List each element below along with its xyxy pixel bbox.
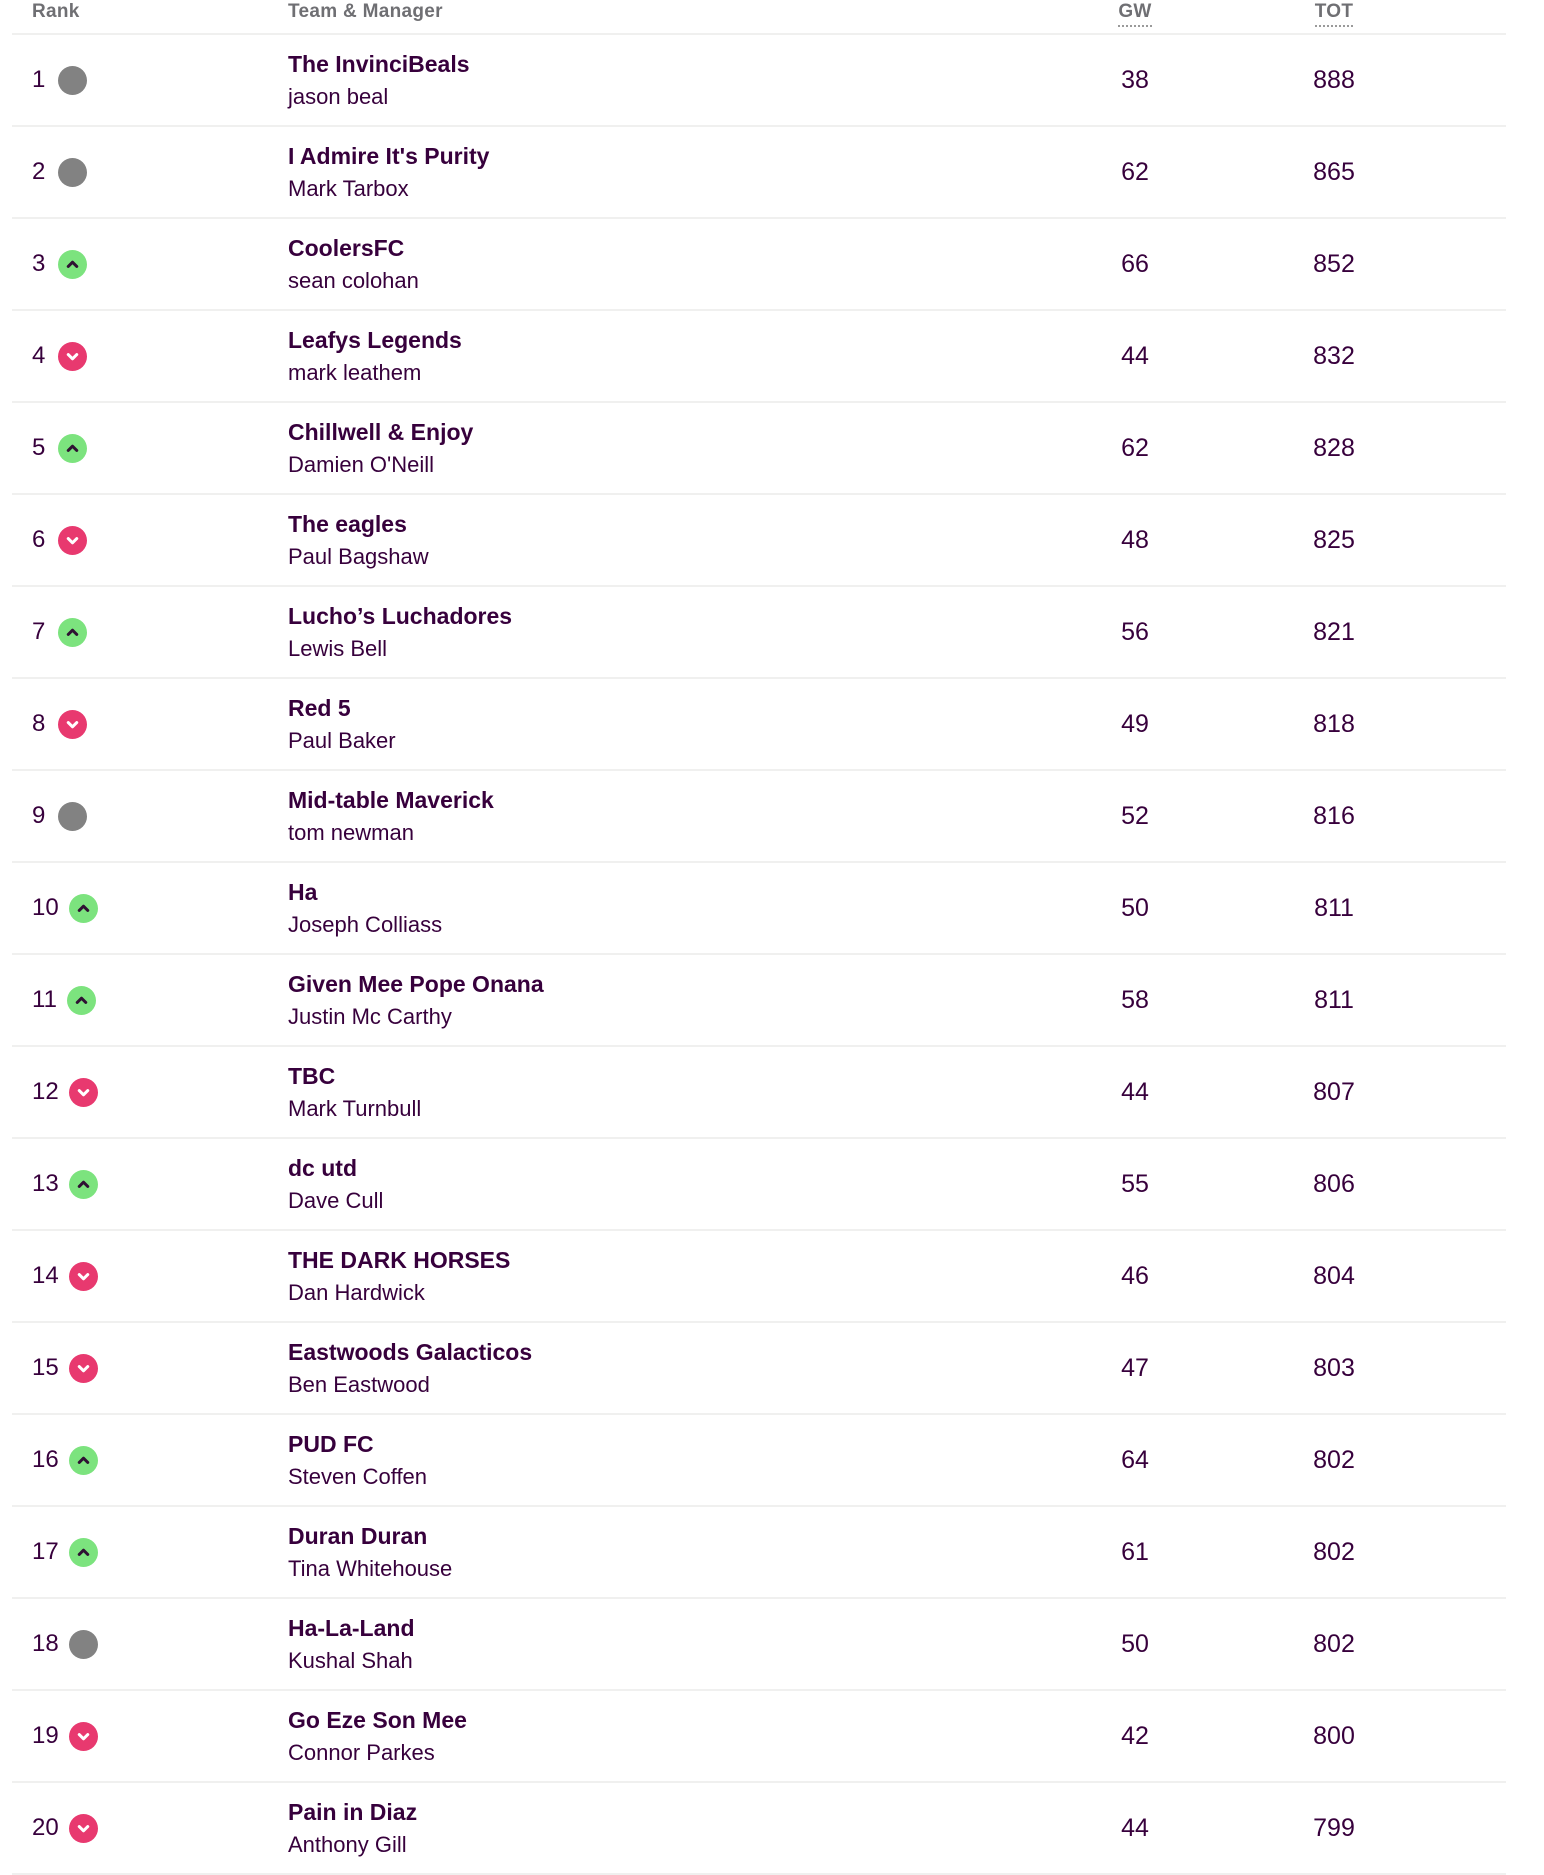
chevron-down-icon bbox=[75, 1268, 92, 1285]
total-points-cell: 804 bbox=[1313, 1261, 1355, 1290]
total-points-cell: 828 bbox=[1313, 433, 1355, 462]
team-manager-cell bbox=[288, 1430, 1040, 1490]
rank-up-icon bbox=[58, 250, 87, 279]
rank-same-icon bbox=[58, 802, 87, 831]
table-row[interactable] bbox=[12, 495, 1506, 587]
team-manager-cell bbox=[288, 1614, 1040, 1674]
team-name[interactable]: Red 5 bbox=[288, 694, 351, 721]
total-points-cell: 832 bbox=[1313, 341, 1355, 370]
rank-number: 15 bbox=[32, 1354, 59, 1381]
team-manager-cell bbox=[288, 970, 1040, 1030]
rank-up-icon bbox=[58, 434, 87, 463]
chevron-up-icon bbox=[75, 1452, 92, 1469]
total-points-cell: 803 bbox=[1313, 1353, 1355, 1382]
chevron-up-icon bbox=[64, 256, 81, 273]
table-row[interactable] bbox=[12, 955, 1506, 1047]
gameweek-points-cell: 38 bbox=[1121, 65, 1149, 94]
rank-number: 12 bbox=[32, 1078, 59, 1105]
total-column-header bbox=[1315, 0, 1354, 23]
rank-down-icon bbox=[69, 1722, 98, 1751]
total-points-cell: 802 bbox=[1313, 1537, 1355, 1566]
team-manager-cell bbox=[288, 418, 1040, 478]
manager-name: Joseph Colliass bbox=[288, 911, 443, 937]
gameweek-points-cell: 50 bbox=[1121, 893, 1149, 922]
league-standings-table bbox=[12, 0, 1506, 1875]
chevron-down-icon bbox=[75, 1820, 92, 1837]
manager-name: Anthony Gill bbox=[288, 1831, 407, 1857]
rank-down-icon bbox=[58, 342, 87, 371]
team-manager-cell bbox=[288, 50, 1040, 110]
manager-name: sean colohan bbox=[288, 267, 419, 293]
table-row[interactable] bbox=[12, 219, 1506, 311]
team-manager-cell bbox=[288, 1706, 1040, 1766]
rank-down-icon bbox=[69, 1354, 98, 1383]
manager-name: Justin Mc Carthy bbox=[288, 1003, 452, 1029]
rank-cell bbox=[12, 1262, 288, 1291]
gameweek-points-cell: 58 bbox=[1121, 985, 1149, 1014]
rank-up-icon bbox=[69, 1538, 98, 1567]
chevron-down-icon bbox=[75, 1360, 92, 1377]
rank-number: 2 bbox=[32, 158, 46, 185]
team-name[interactable]: Leafys Legends bbox=[288, 326, 462, 353]
rank-up-icon bbox=[69, 894, 98, 923]
total-points-cell: 825 bbox=[1313, 525, 1355, 554]
table-row[interactable] bbox=[12, 679, 1506, 771]
rank-number: 3 bbox=[32, 250, 46, 277]
gameweek-points-cell: 44 bbox=[1121, 341, 1149, 370]
table-row[interactable] bbox=[12, 1691, 1506, 1783]
rank-cell bbox=[12, 1814, 288, 1843]
rank-down-icon bbox=[69, 1262, 98, 1291]
chevron-up-icon bbox=[64, 440, 81, 457]
rank-down-icon bbox=[58, 710, 87, 739]
team-name[interactable]: Eastwoods Galacticos bbox=[288, 1338, 533, 1365]
chevron-down-icon bbox=[75, 1728, 92, 1745]
total-points-cell: 821 bbox=[1313, 617, 1355, 646]
gameweek-points-cell: 62 bbox=[1121, 433, 1149, 462]
rank-cell bbox=[12, 250, 288, 279]
table-row[interactable] bbox=[12, 863, 1506, 955]
gameweek-points-cell: 56 bbox=[1121, 617, 1149, 646]
team-name[interactable]: Mid-table Maverick bbox=[288, 786, 494, 813]
gameweek-points-cell: 44 bbox=[1121, 1813, 1149, 1842]
gameweek-points-cell: 55 bbox=[1121, 1169, 1149, 1198]
manager-name: Paul Baker bbox=[288, 727, 396, 753]
table-row[interactable] bbox=[12, 311, 1506, 403]
team-name[interactable]: Go Eze Son Mee bbox=[288, 1706, 467, 1733]
rank-down-icon bbox=[58, 526, 87, 555]
manager-name: Dan Hardwick bbox=[288, 1279, 425, 1305]
table-row[interactable] bbox=[12, 1783, 1506, 1875]
table-row[interactable] bbox=[12, 1599, 1506, 1691]
rank-cell bbox=[12, 618, 288, 647]
rank-number: 8 bbox=[32, 710, 46, 737]
team-name[interactable]: Ha bbox=[288, 878, 318, 905]
team-manager-cell bbox=[288, 510, 1040, 570]
rank-same-icon bbox=[58, 66, 87, 95]
gameweek-points-cell: 50 bbox=[1121, 1629, 1149, 1658]
rank-up-icon bbox=[69, 1446, 98, 1475]
total-points-cell: 811 bbox=[1314, 985, 1354, 1014]
manager-name: Ben Eastwood bbox=[288, 1371, 430, 1397]
total-points-cell: 802 bbox=[1313, 1445, 1355, 1474]
manager-name: Tina Whitehouse bbox=[288, 1555, 453, 1581]
rank-number: 9 bbox=[32, 802, 46, 829]
rank-cell bbox=[12, 802, 288, 831]
rank-number: 4 bbox=[32, 342, 46, 369]
total-points-cell: 811 bbox=[1314, 893, 1354, 922]
team-manager-column-header: Team & Manager bbox=[288, 1, 443, 22]
rank-same-icon bbox=[69, 1630, 98, 1659]
team-manager-cell bbox=[288, 1338, 1040, 1398]
chevron-down-icon bbox=[75, 1084, 92, 1101]
table-row[interactable] bbox=[12, 1323, 1506, 1415]
table-row[interactable] bbox=[12, 1507, 1506, 1599]
gameweek-abbr-tooltip[interactable]: GW bbox=[1118, 1, 1151, 27]
table-row[interactable] bbox=[12, 587, 1506, 679]
team-manager-cell bbox=[288, 878, 1040, 938]
team-name[interactable]: I Admire It's Purity bbox=[288, 142, 490, 169]
rank-cell bbox=[12, 710, 288, 739]
gameweek-points-cell: 66 bbox=[1121, 249, 1149, 278]
total-points-cell: 865 bbox=[1313, 157, 1355, 186]
rank-number: 17 bbox=[32, 1538, 59, 1565]
manager-name: tom newman bbox=[288, 819, 414, 845]
rank-cell bbox=[12, 1354, 288, 1383]
gameweek-points-cell: 44 bbox=[1121, 1077, 1149, 1106]
rank-cell bbox=[12, 158, 288, 187]
team-manager-cell bbox=[288, 786, 1040, 846]
gameweek-points-cell: 42 bbox=[1121, 1721, 1149, 1750]
rank-column-header: Rank bbox=[32, 1, 80, 22]
total-points-cell: 807 bbox=[1313, 1077, 1355, 1106]
table-row[interactable] bbox=[12, 127, 1506, 219]
rank-number: 7 bbox=[32, 618, 46, 645]
total-points-cell: 799 bbox=[1313, 1813, 1355, 1842]
team-name[interactable]: PUD FC bbox=[288, 1430, 374, 1457]
manager-name: Damien O'Neill bbox=[288, 451, 435, 477]
team-name[interactable]: The eagles bbox=[288, 510, 407, 537]
rank-cell bbox=[12, 1446, 288, 1475]
total-points-cell: 816 bbox=[1313, 801, 1355, 830]
rank-same-icon bbox=[58, 158, 87, 187]
team-manager-cell bbox=[288, 602, 1040, 662]
gameweek-points-cell: 64 bbox=[1121, 1445, 1149, 1474]
table-row[interactable] bbox=[12, 1415, 1506, 1507]
team-manager-cell bbox=[288, 1062, 1040, 1122]
team-name[interactable]: Lucho’s Luchadores bbox=[288, 602, 513, 629]
manager-name: Paul Bagshaw bbox=[288, 543, 429, 569]
rank-up-icon bbox=[67, 986, 96, 1015]
team-name[interactable]: CoolersFC bbox=[288, 234, 405, 261]
total-points-cell: 818 bbox=[1313, 709, 1355, 738]
table-row[interactable] bbox=[12, 1231, 1506, 1323]
rank-cell bbox=[12, 526, 288, 555]
chevron-up-icon bbox=[64, 624, 81, 641]
chevron-down-icon bbox=[64, 716, 81, 733]
table-row[interactable] bbox=[12, 1139, 1506, 1231]
rank-up-icon bbox=[69, 1170, 98, 1199]
manager-name: Steven Coffen bbox=[288, 1463, 428, 1489]
table-row[interactable] bbox=[12, 1047, 1506, 1139]
rank-number: 5 bbox=[32, 434, 46, 461]
table-header-row bbox=[12, 0, 1506, 35]
rank-cell bbox=[12, 1170, 288, 1199]
rank-number: 11 bbox=[32, 986, 57, 1013]
table-body bbox=[12, 35, 1506, 1875]
team-name[interactable]: dc utd bbox=[288, 1154, 357, 1181]
rank-up-icon bbox=[58, 618, 87, 647]
gameweek-column-header bbox=[1118, 0, 1151, 23]
rank-number: 13 bbox=[32, 1170, 59, 1197]
table-row[interactable] bbox=[12, 771, 1506, 863]
team-manager-cell bbox=[288, 234, 1040, 294]
chevron-down-icon bbox=[64, 532, 81, 549]
manager-name: Connor Parkes bbox=[288, 1739, 435, 1765]
manager-name: Mark Tarbox bbox=[288, 175, 409, 201]
team-name[interactable]: Pain in Diaz bbox=[288, 1798, 418, 1825]
manager-name: jason beal bbox=[288, 83, 389, 109]
rank-number: 14 bbox=[32, 1262, 59, 1289]
gameweek-points-cell: 61 bbox=[1121, 1537, 1149, 1566]
rank-number: 19 bbox=[32, 1722, 59, 1749]
manager-name: Kushal Shah bbox=[288, 1647, 413, 1673]
total-points-cell: 800 bbox=[1313, 1721, 1355, 1750]
chevron-up-icon bbox=[75, 1176, 92, 1193]
team-manager-cell bbox=[288, 1246, 1040, 1306]
total-points-cell: 888 bbox=[1313, 65, 1355, 94]
team-manager-cell bbox=[288, 694, 1040, 754]
team-name[interactable]: TBC bbox=[288, 1062, 336, 1089]
manager-name: Dave Cull bbox=[288, 1187, 384, 1213]
manager-name: mark leathem bbox=[288, 359, 422, 385]
rank-cell bbox=[12, 1722, 288, 1751]
total-points-cell: 806 bbox=[1313, 1169, 1355, 1198]
team-manager-cell bbox=[288, 1798, 1040, 1858]
chevron-up-icon bbox=[75, 1544, 92, 1561]
team-manager-cell bbox=[288, 142, 1040, 202]
rank-cell bbox=[12, 1538, 288, 1567]
rank-down-icon bbox=[69, 1814, 98, 1843]
total-points-cell: 852 bbox=[1313, 249, 1355, 278]
rank-number: 20 bbox=[32, 1814, 59, 1841]
rank-number: 1 bbox=[32, 66, 46, 93]
table-row[interactable] bbox=[12, 35, 1506, 127]
team-name[interactable]: Chillwell & Enjoy bbox=[288, 418, 474, 445]
chevron-up-icon bbox=[75, 900, 92, 917]
total-points-cell: 802 bbox=[1313, 1629, 1355, 1658]
manager-name: Lewis Bell bbox=[288, 635, 388, 661]
team-name[interactable]: Duran Duran bbox=[288, 1522, 428, 1549]
gameweek-points-cell: 52 bbox=[1121, 801, 1149, 830]
chevron-down-icon bbox=[64, 348, 81, 365]
manager-name: Mark Turnbull bbox=[288, 1095, 422, 1121]
total-abbr-tooltip[interactable]: TOT bbox=[1315, 1, 1354, 27]
team-manager-cell bbox=[288, 1522, 1040, 1582]
gameweek-points-cell: 46 bbox=[1121, 1261, 1149, 1290]
rank-cell bbox=[12, 1630, 288, 1659]
team-name[interactable]: THE DARK HORSES bbox=[288, 1246, 511, 1273]
rank-number: 10 bbox=[32, 894, 59, 921]
rank-cell bbox=[12, 342, 288, 371]
team-manager-cell bbox=[288, 1154, 1040, 1214]
rank-number: 6 bbox=[32, 526, 46, 553]
gameweek-points-cell: 49 bbox=[1121, 709, 1149, 738]
rank-cell bbox=[12, 66, 288, 95]
team-name[interactable]: Given Mee Pope Onana bbox=[288, 970, 544, 997]
gameweek-points-cell: 62 bbox=[1121, 157, 1149, 186]
chevron-up-icon bbox=[73, 992, 90, 1009]
rank-cell bbox=[12, 1078, 288, 1107]
gameweek-points-cell: 48 bbox=[1121, 525, 1149, 554]
team-manager-cell bbox=[288, 326, 1040, 386]
rank-number: 18 bbox=[32, 1630, 59, 1657]
team-name[interactable]: Ha-La-Land bbox=[288, 1614, 415, 1641]
gameweek-points-cell: 47 bbox=[1121, 1353, 1149, 1382]
rank-cell bbox=[12, 986, 288, 1015]
rank-cell bbox=[12, 894, 288, 923]
rank-cell bbox=[12, 434, 288, 463]
table-row[interactable] bbox=[12, 403, 1506, 495]
rank-down-icon bbox=[69, 1078, 98, 1107]
team-name[interactable]: The InvinciBeals bbox=[288, 50, 470, 77]
rank-number: 16 bbox=[32, 1446, 59, 1473]
